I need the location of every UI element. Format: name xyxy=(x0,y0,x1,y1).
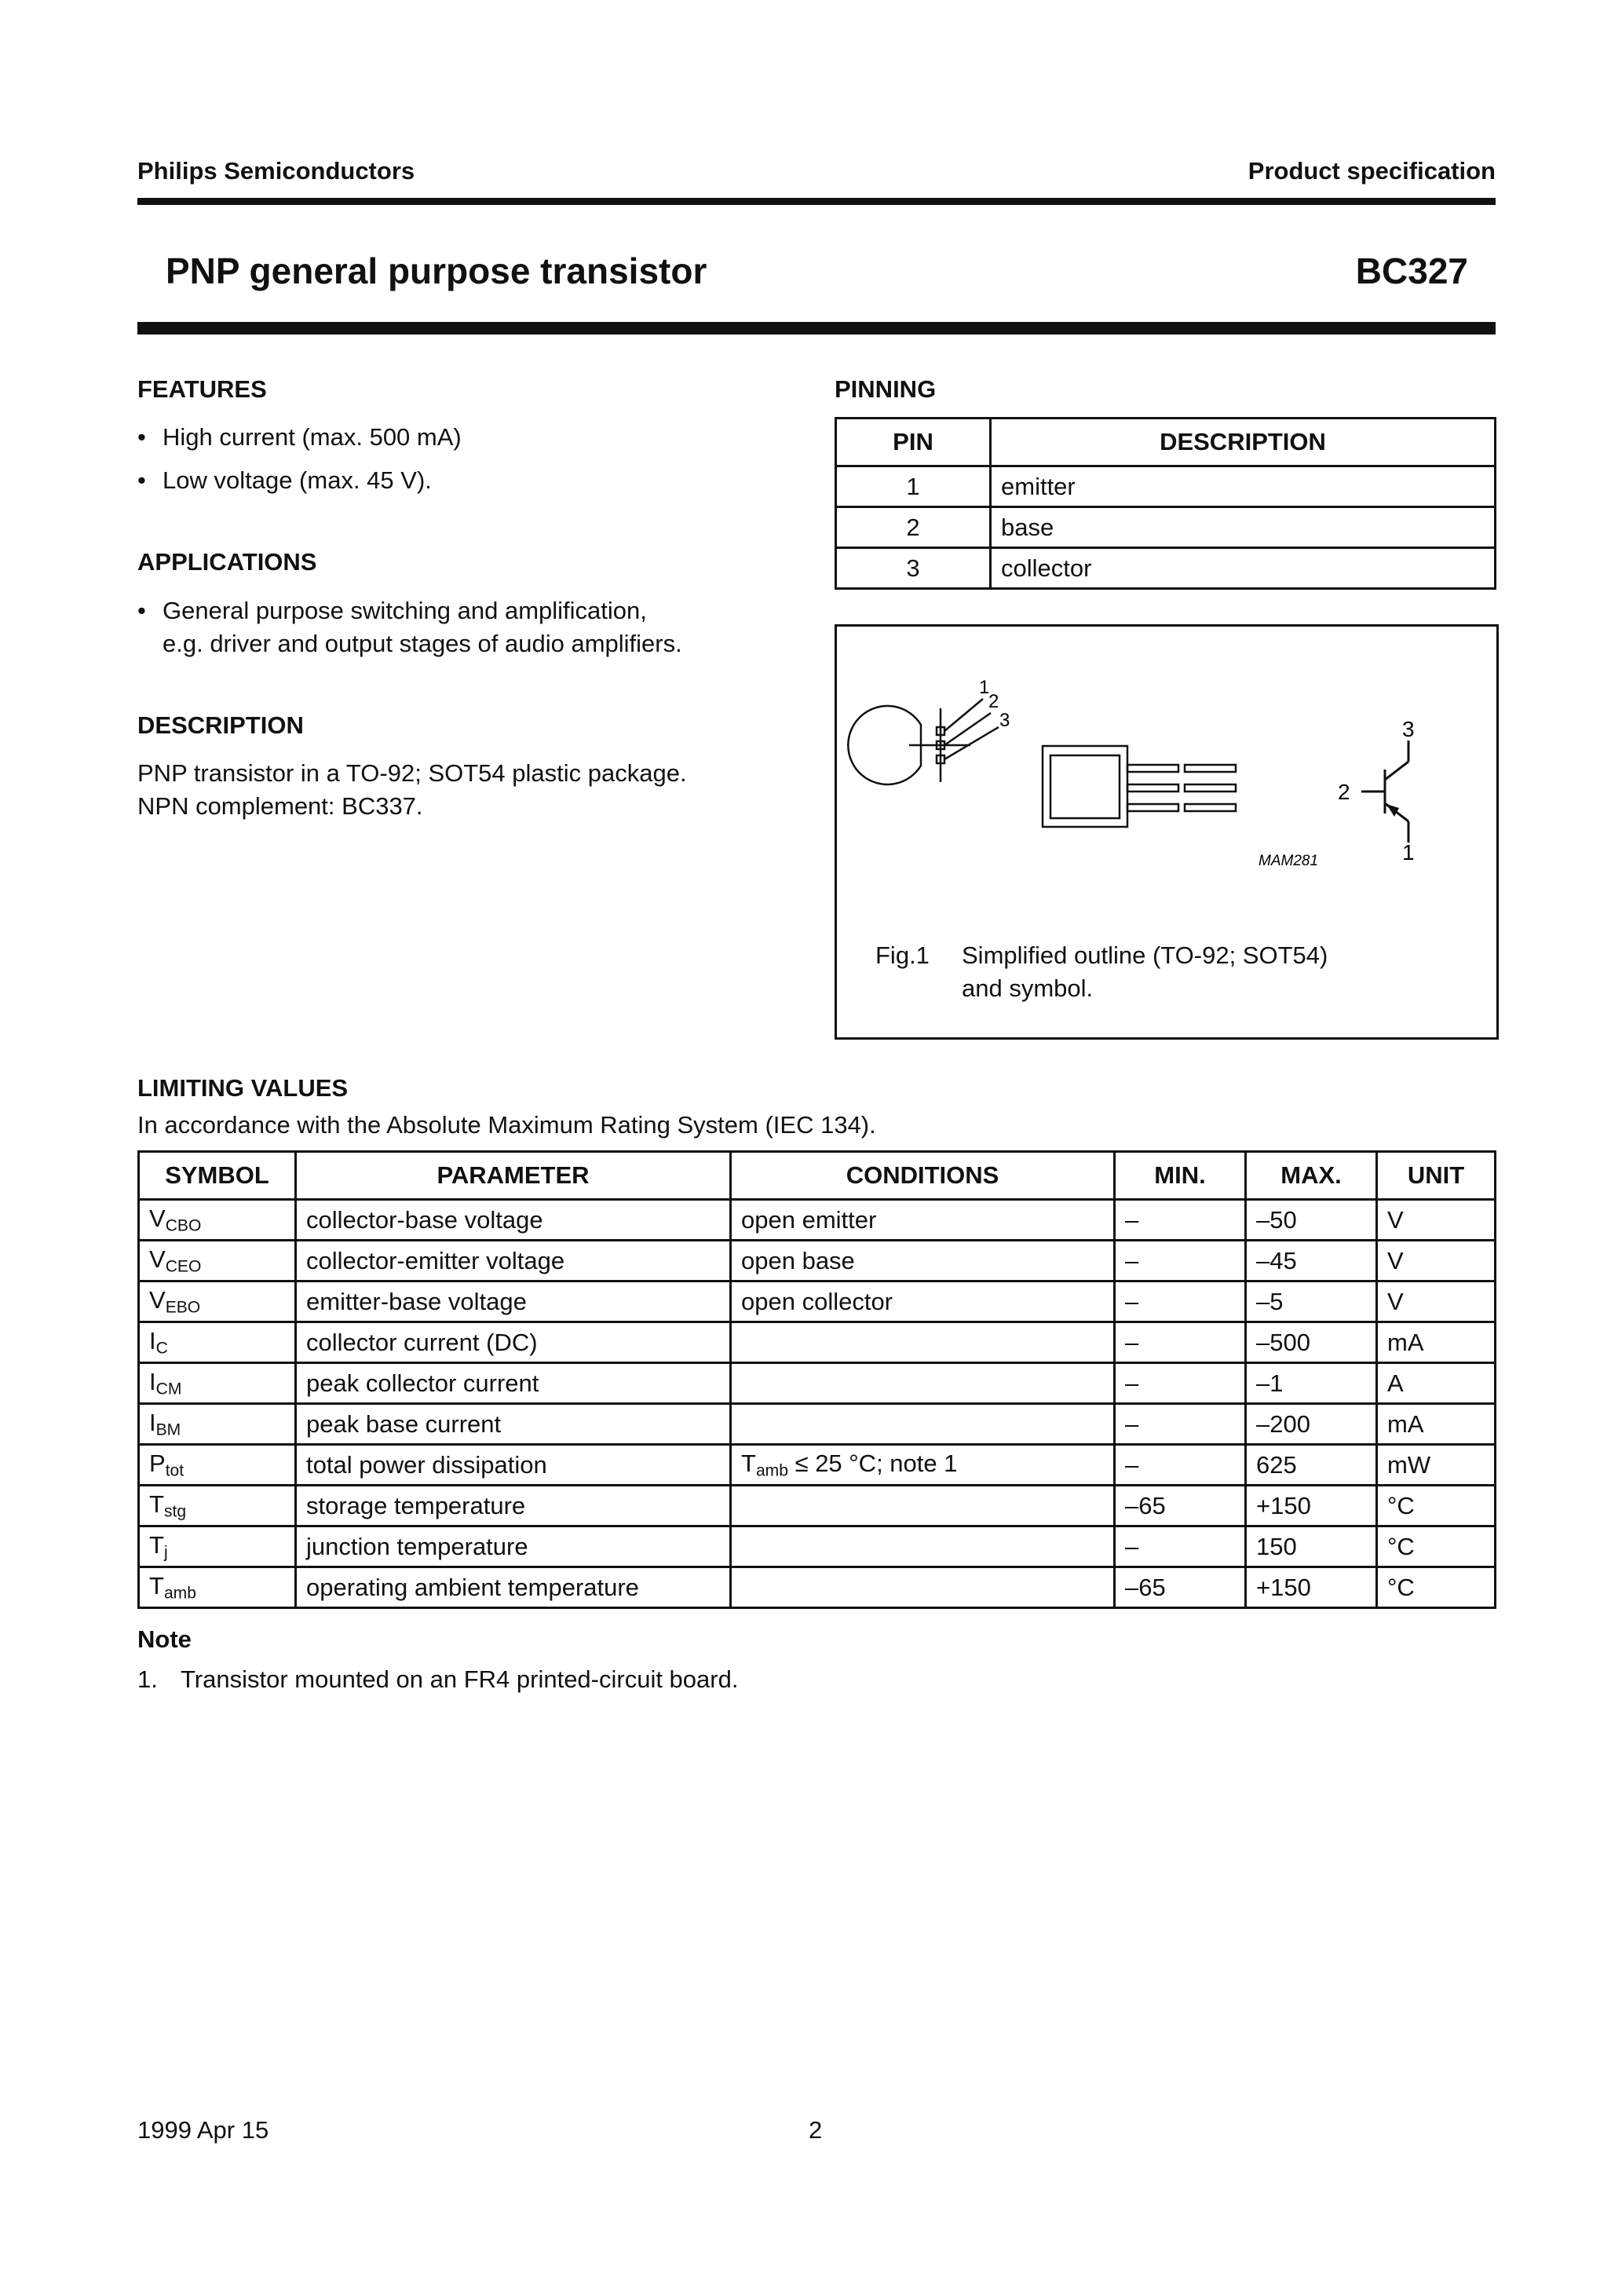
conditions-cell xyxy=(731,1322,1115,1363)
description-heading: DESCRIPTION xyxy=(137,711,304,739)
features-list xyxy=(137,421,462,507)
emitter-arrow xyxy=(1386,804,1399,817)
min-cell: –65 xyxy=(1115,1567,1246,1608)
conditions-cell xyxy=(731,1486,1115,1526)
condition-text: open emitter xyxy=(741,1205,877,1234)
limiting-heading: LIMITING VALUES xyxy=(137,1074,349,1102)
symbol-subscript: EBO xyxy=(165,1298,201,1317)
description-cell: collector xyxy=(991,548,1496,589)
figure-caption-line: and symbol. xyxy=(962,974,1094,1002)
description-text xyxy=(137,757,687,823)
parameter-cell: storage temperature xyxy=(296,1486,731,1526)
unit-cell: mW xyxy=(1377,1445,1496,1486)
product-title: PNP general purpose transistor xyxy=(166,250,707,291)
parameter-cell: peak collector current xyxy=(296,1363,731,1404)
symbol-pin-label: 1 xyxy=(1402,840,1415,865)
table-row xyxy=(139,1445,1496,1486)
max-cell: +150 xyxy=(1246,1486,1377,1526)
condition-symbol: T xyxy=(741,1449,756,1477)
applications-heading: APPLICATIONS xyxy=(137,548,317,576)
min-cell: – xyxy=(1115,1363,1246,1404)
note-number: 1. xyxy=(137,1665,158,1693)
parameter-cell: emitter-base voltage xyxy=(296,1281,731,1322)
unit-cell: °C xyxy=(1377,1526,1496,1567)
unit-cell: °C xyxy=(1377,1486,1496,1526)
min-cell: – xyxy=(1115,1526,1246,1567)
to92-bottom-view xyxy=(848,699,999,784)
limiting-values-table xyxy=(137,1150,1496,1609)
symbol-letter: P xyxy=(149,1449,166,1477)
symbol-cell xyxy=(139,1526,296,1567)
header-doc-type: Product specification xyxy=(1248,157,1496,185)
symbol-subscript: BM xyxy=(155,1420,181,1439)
page-number: 2 xyxy=(809,2116,823,2144)
table-header-row xyxy=(836,419,1496,466)
min-cell: – xyxy=(1115,1322,1246,1363)
parameter-cell: total power dissipation xyxy=(296,1445,731,1486)
max-cell: 150 xyxy=(1246,1526,1377,1567)
table-row xyxy=(836,466,1496,507)
min-cell: –65 xyxy=(1115,1486,1246,1526)
symbol-subscript: stg xyxy=(163,1502,187,1521)
symbol-subscript: CEO xyxy=(165,1257,202,1276)
min-cell: – xyxy=(1115,1200,1246,1241)
symbol-subscript: amb xyxy=(163,1584,196,1603)
applications-list xyxy=(137,594,682,660)
figure-box xyxy=(835,624,1499,1040)
symbol-subscript: tot xyxy=(165,1461,184,1480)
table-row xyxy=(139,1486,1496,1526)
conditions-cell xyxy=(731,1281,1115,1322)
symbol-letter: V xyxy=(149,1245,166,1273)
symbol-cell xyxy=(139,1281,296,1322)
table-header-row xyxy=(139,1152,1496,1200)
outline-pin-label: 3 xyxy=(999,710,1010,731)
parameter-cell: junction temperature xyxy=(296,1526,731,1567)
conditions-cell xyxy=(731,1363,1115,1404)
to92-side-view xyxy=(1043,746,1236,827)
table-row xyxy=(139,1281,1496,1322)
table-row xyxy=(836,548,1496,589)
table-row xyxy=(139,1322,1496,1363)
list-item: General purpose switching and amplification, xyxy=(163,597,647,624)
symbol-letter: T xyxy=(149,1490,164,1518)
symbol-subscript: j xyxy=(163,1543,168,1562)
conditions-cell xyxy=(731,1567,1115,1608)
pin-cell: 1 xyxy=(836,466,991,507)
conditions-cell xyxy=(731,1200,1115,1241)
symbol-subscript: CBO xyxy=(165,1216,202,1235)
unit-cell: A xyxy=(1377,1363,1496,1404)
conditions-cell xyxy=(731,1445,1115,1486)
list-item: • High current (max. 500 mA) xyxy=(137,421,462,454)
condition-text: ≤ 25 °C; note 1 xyxy=(787,1449,958,1477)
figure-caption xyxy=(962,939,1328,1005)
condition-text: open base xyxy=(741,1246,855,1274)
column-header: PIN xyxy=(836,419,991,466)
column-header: MIN. xyxy=(1115,1152,1246,1200)
pin-cell: 2 xyxy=(836,507,991,548)
max-cell: –200 xyxy=(1246,1404,1377,1445)
condition-text: open collector xyxy=(741,1287,893,1315)
symbol-letter: I xyxy=(149,1326,156,1355)
figure-label: Fig.1 xyxy=(875,941,930,969)
table-row xyxy=(139,1241,1496,1281)
condition-subscript: amb xyxy=(755,1461,788,1480)
symbol-letter: T xyxy=(149,1530,164,1559)
header-company: Philips Semiconductors xyxy=(137,157,415,185)
header-rule xyxy=(137,198,1496,205)
parameter-cell: collector current (DC) xyxy=(296,1322,731,1363)
unit-cell: °C xyxy=(1377,1567,1496,1608)
parameter-cell: collector-base voltage xyxy=(296,1200,731,1241)
symbol-subscript: CM xyxy=(155,1380,182,1398)
unit-cell: mA xyxy=(1377,1322,1496,1363)
parameter-cell: operating ambient temperature xyxy=(296,1567,731,1608)
pin-cell: 3 xyxy=(836,548,991,589)
conditions-cell xyxy=(731,1526,1115,1567)
column-header: DESCRIPTION xyxy=(991,419,1496,466)
max-cell: –1 xyxy=(1246,1363,1377,1404)
symbol-cell xyxy=(139,1404,296,1445)
table-row xyxy=(139,1200,1496,1241)
column-header: CONDITIONS xyxy=(731,1152,1115,1200)
pinning-heading: PINNING xyxy=(835,375,937,403)
note-heading: Note xyxy=(137,1625,192,1653)
unit-cell: V xyxy=(1377,1281,1496,1322)
conditions-cell xyxy=(731,1404,1115,1445)
min-cell: – xyxy=(1115,1445,1246,1486)
symbol-letter: I xyxy=(149,1367,156,1395)
list-item: • Low voltage (max. 45 V). xyxy=(137,464,462,497)
symbol-cell xyxy=(139,1363,296,1404)
parameter-cell: collector-emitter voltage xyxy=(296,1241,731,1281)
outline-pin-label: 1 xyxy=(979,677,990,698)
min-cell: – xyxy=(1115,1404,1246,1445)
table-row xyxy=(139,1404,1496,1445)
features-heading: FEATURES xyxy=(137,375,267,403)
max-cell: –5 xyxy=(1246,1281,1377,1322)
parameter-cell: peak base current xyxy=(296,1404,731,1445)
symbol-letter: T xyxy=(149,1571,164,1600)
title-rule xyxy=(137,322,1496,335)
conditions-cell xyxy=(731,1241,1115,1281)
bullet: • xyxy=(137,597,146,624)
symbol-cell xyxy=(139,1567,296,1608)
description-cell: emitter xyxy=(991,466,1496,507)
symbol-pin-label: 3 xyxy=(1402,717,1415,741)
max-cell: –500 xyxy=(1246,1322,1377,1363)
symbol-cell xyxy=(139,1241,296,1281)
symbol-subscript: C xyxy=(155,1339,168,1358)
table-row xyxy=(139,1567,1496,1608)
max-cell: 625 xyxy=(1246,1445,1377,1486)
symbol-letter: I xyxy=(149,1408,156,1436)
pinning-table xyxy=(835,417,1496,590)
symbol-letter: V xyxy=(149,1204,166,1232)
max-cell: –45 xyxy=(1246,1241,1377,1281)
limiting-intro: In accordance with the Absolute Maximum Rating System (IEC 134). xyxy=(137,1111,876,1139)
max-cell: +150 xyxy=(1246,1567,1377,1608)
part-number: BC327 xyxy=(1355,250,1468,291)
unit-cell: V xyxy=(1377,1200,1496,1241)
max-cell: –50 xyxy=(1246,1200,1377,1241)
symbol-pin-label: 2 xyxy=(1338,780,1350,804)
figure-caption-line: Simplified outline (TO-92; SOT54) xyxy=(962,941,1328,969)
table-row xyxy=(139,1363,1496,1404)
column-header: SYMBOL xyxy=(139,1152,296,1200)
column-header: MAX. xyxy=(1246,1152,1377,1200)
symbol-cell xyxy=(139,1322,296,1363)
description-cell: base xyxy=(991,507,1496,548)
description-line: PNP transistor in a TO-92; SOT54 plastic package. xyxy=(137,759,687,787)
unit-cell: V xyxy=(1377,1241,1496,1281)
outline-pin-label: 2 xyxy=(988,691,999,712)
note-text: Transistor mounted on an FR4 printed-circuit board. xyxy=(181,1665,739,1693)
list-item: e.g. driver and output stages of audio amplifiers. xyxy=(163,630,682,657)
table-row xyxy=(139,1526,1496,1567)
min-cell: – xyxy=(1115,1241,1246,1281)
min-cell: – xyxy=(1115,1281,1246,1322)
unit-cell: mA xyxy=(1377,1404,1496,1445)
description-line: NPN complement: BC337. xyxy=(137,792,423,820)
table-row xyxy=(836,507,1496,548)
symbol-letter: V xyxy=(149,1285,166,1314)
pnp-symbol xyxy=(1361,740,1408,843)
footer-date: 1999 Apr 15 xyxy=(137,2116,269,2144)
symbol-cell xyxy=(139,1445,296,1486)
figure-code: MAM281 xyxy=(1259,853,1319,869)
column-header: UNIT xyxy=(1377,1152,1496,1200)
symbol-cell xyxy=(139,1200,296,1241)
column-header: PARAMETER xyxy=(296,1152,731,1200)
symbol-cell xyxy=(139,1486,296,1526)
